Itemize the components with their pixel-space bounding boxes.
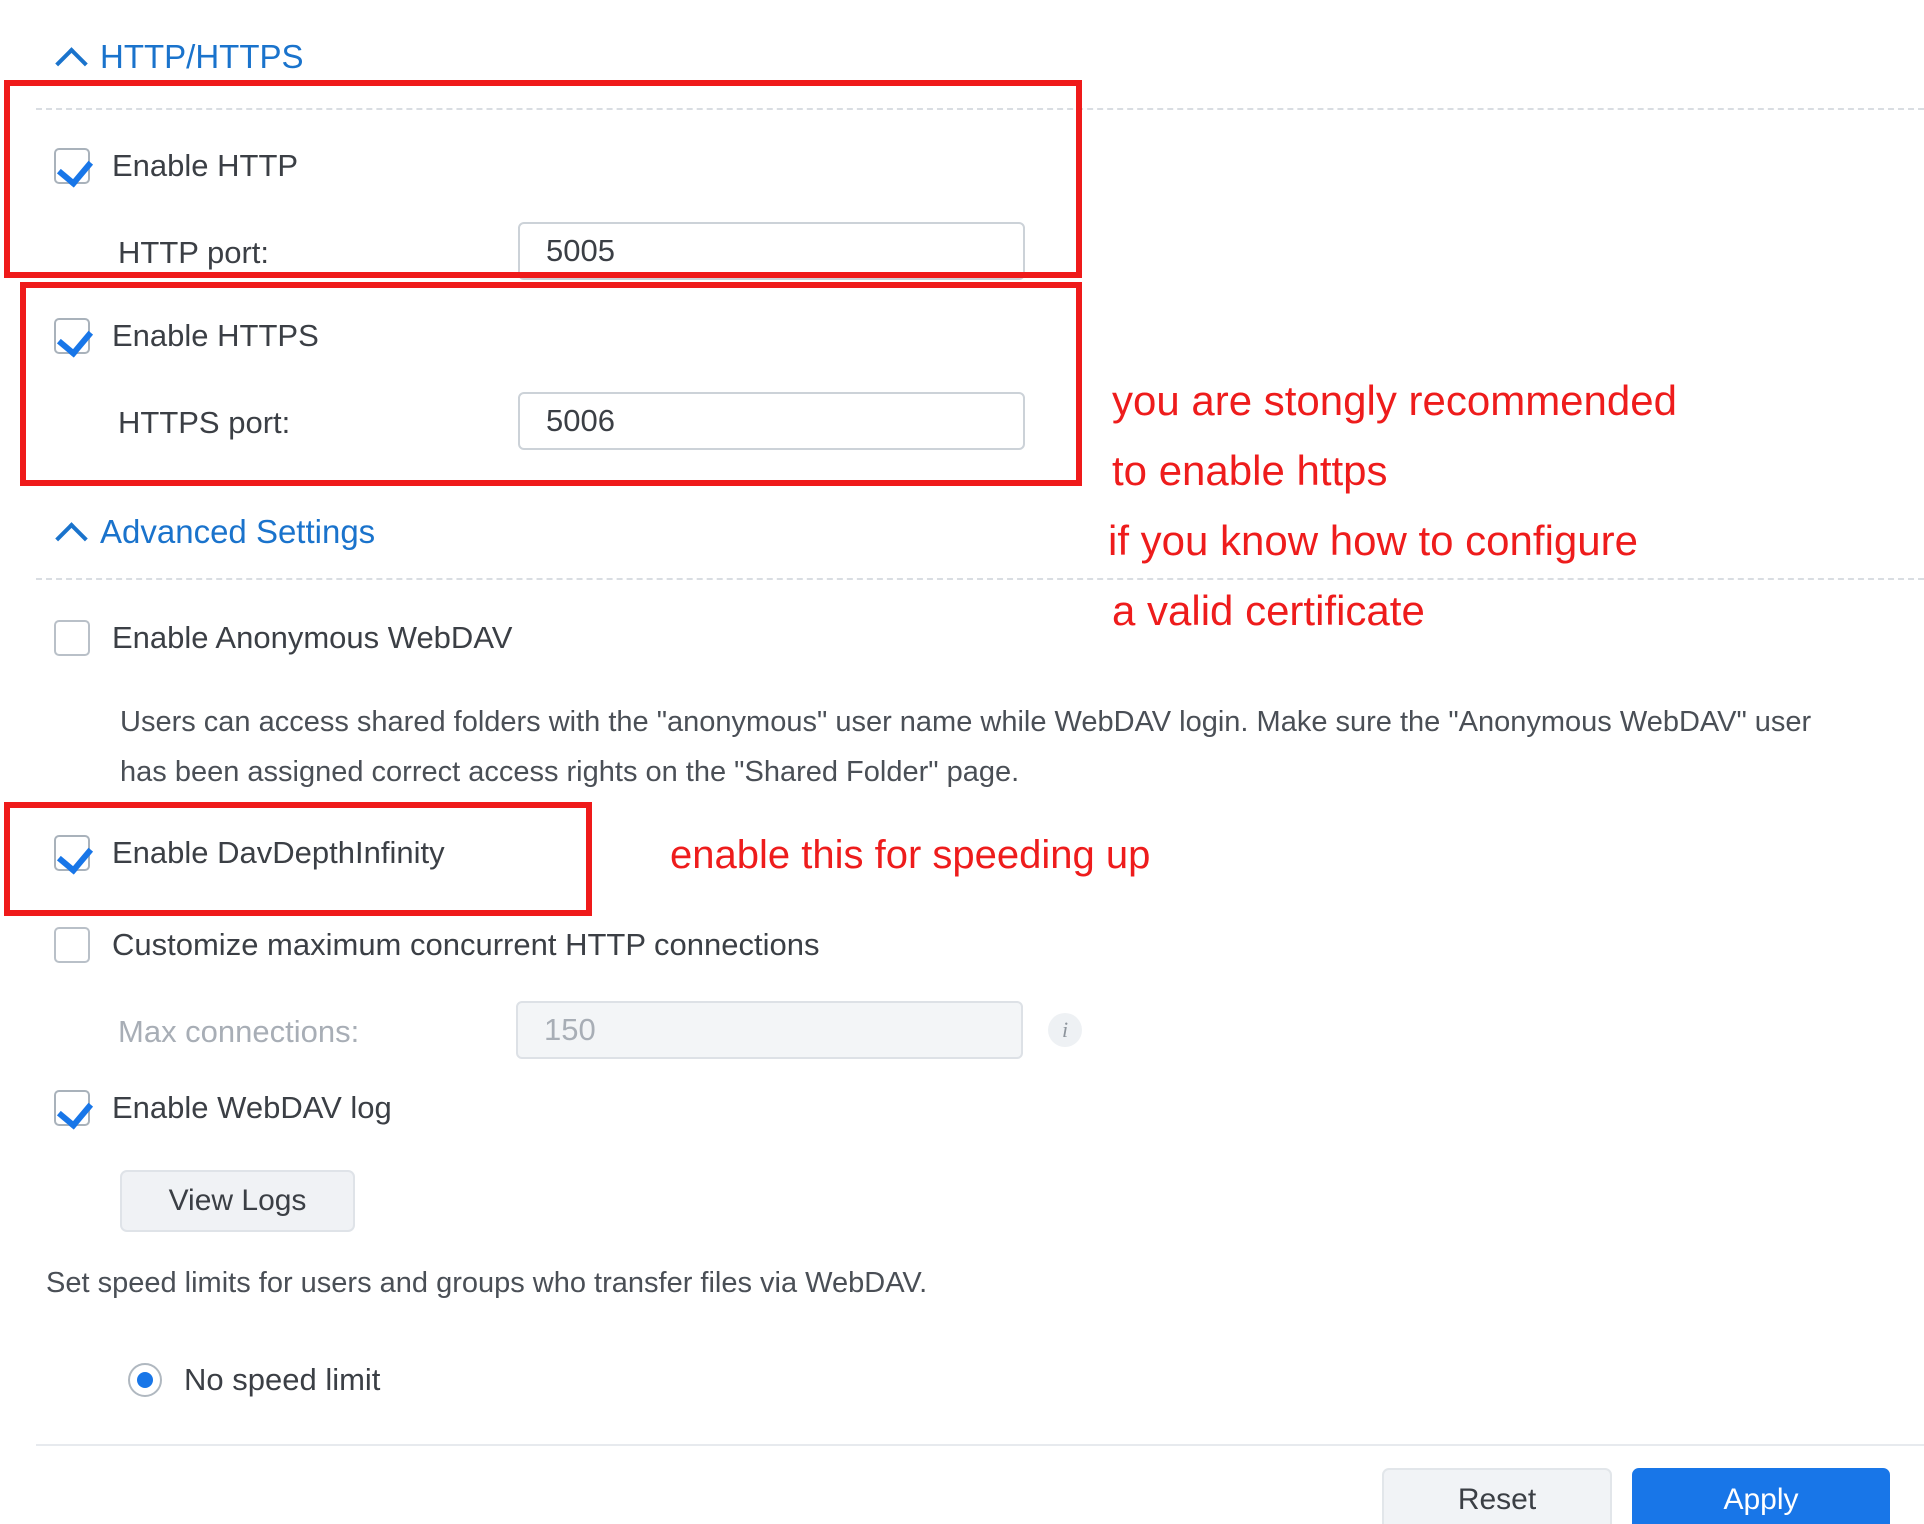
- footer-divider: [36, 1444, 1924, 1446]
- checkbox-enable-webdav-log[interactable]: [54, 1090, 90, 1126]
- label-enable-davdepthinfinity: Enable DavDepthInfinity: [112, 835, 445, 870]
- radio-no-speed-limit[interactable]: [128, 1363, 162, 1397]
- chevron-up-icon[interactable]: [58, 44, 84, 70]
- label-http-port: HTTP port:: [118, 235, 270, 270]
- label-enable-webdav-log: Enable WebDAV log: [112, 1090, 392, 1125]
- annotation-https-line1: you are stongly recommended: [1112, 377, 1677, 424]
- annotation-davdepthinfinity: enable this for speeding up: [670, 833, 1151, 877]
- checkbox-enable-davdepthinfinity[interactable]: [54, 835, 90, 871]
- checkbox-row-enable-webdav-log[interactable]: [54, 1090, 392, 1126]
- input-http-port[interactable]: 5005: [518, 222, 1025, 280]
- annotation-https-line2: to enable https: [1112, 447, 1388, 494]
- radio-row-no-speed-limit[interactable]: [128, 1362, 380, 1398]
- label-https-port: HTTPS port:: [118, 405, 291, 440]
- info-icon[interactable]: i: [1048, 1013, 1082, 1047]
- annotation-box-https: [20, 282, 1082, 486]
- chevron-up-icon[interactable]: [58, 519, 84, 545]
- section-header-http-https[interactable]: [58, 38, 304, 76]
- note-anonymous-webdav: Users can access shared folders with the "anonymous" user name while WebDAV login. Make sure the "Anonymous WebDAV" user has been assigned correct access rights on the "Shared Folder" page.: [120, 706, 1812, 788]
- checkbox-row-enable-davdepthinfinity[interactable]: [54, 835, 445, 871]
- label-enable-https: Enable HTTPS: [112, 318, 319, 353]
- section-title-http-https: HTTP/HTTPS: [100, 38, 304, 75]
- reset-button[interactable]: Reset: [1382, 1468, 1612, 1524]
- note-speed-limits: Set speed limits for users and groups who transfer files via WebDAV.: [46, 1267, 928, 1299]
- label-customize-max-connections: Customize maximum concurrent HTTP connections: [112, 927, 820, 962]
- input-https-port[interactable]: 5006: [518, 392, 1025, 450]
- checkbox-row-enable-anonymous-webdav[interactable]: [54, 620, 512, 656]
- annotation-https-line3: if you know how to configure: [1108, 517, 1638, 564]
- checkbox-enable-http[interactable]: [54, 148, 90, 184]
- checkbox-row-customize-max-connections[interactable]: [54, 927, 820, 963]
- checkbox-enable-anonymous-webdav[interactable]: [54, 620, 90, 656]
- divider-http-https: [36, 108, 1924, 110]
- checkbox-row-enable-https[interactable]: [54, 318, 319, 354]
- checkbox-row-enable-http[interactable]: [54, 148, 298, 184]
- label-no-speed-limit: No speed limit: [184, 1362, 381, 1397]
- input-max-connections[interactable]: 150: [516, 1001, 1023, 1059]
- divider-advanced-settings: [36, 578, 1924, 580]
- label-max-connections: Max connections:: [118, 1014, 360, 1049]
- section-header-advanced-settings[interactable]: [58, 513, 375, 551]
- checkbox-customize-max-connections[interactable]: [54, 927, 90, 963]
- checkbox-enable-https[interactable]: [54, 318, 90, 354]
- label-enable-http: Enable HTTP: [112, 148, 299, 183]
- view-logs-button[interactable]: View Logs: [120, 1170, 355, 1232]
- annotation-https-line4: a valid certificate: [1112, 587, 1425, 634]
- section-title-advanced-settings: Advanced Settings: [100, 513, 376, 550]
- apply-button[interactable]: Apply: [1632, 1468, 1890, 1524]
- label-enable-anonymous-webdav: Enable Anonymous WebDAV: [112, 620, 513, 655]
